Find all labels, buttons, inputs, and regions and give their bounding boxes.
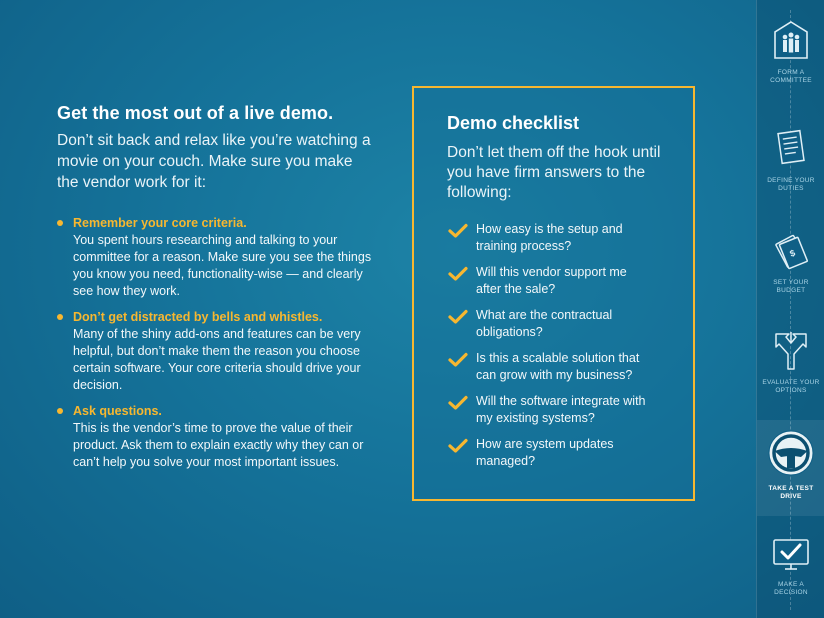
tip-title: Ask questions. [73,404,162,418]
sidebar-step-label: EVALUATE YOUR OPTIONS [762,379,820,394]
bullet-icon [57,220,63,226]
checkmark-icon [448,309,468,325]
fork-arrows-icon [771,330,811,370]
checklist-question: Will this vendor support me after the sale? [476,265,627,296]
checklist-question: Is this a scalable solution that can grow with my business? [476,351,640,382]
checklist-items [447,221,673,470]
checklist-question: What are the contractual obligations? [476,308,613,339]
tip-title: Don’t get distracted by bells and whistles. [73,310,323,324]
tip-item [57,403,372,471]
bullet-icon [57,314,63,320]
sidebar-connector [790,10,791,610]
checklist-item [447,221,673,255]
committee-icon [771,20,811,60]
sidebar-step-set-budget[interactable] [757,230,824,294]
section-title: Get the most out of a live demo. [57,103,334,123]
tip-body: You spent hours researching and talking to your committee for a reason. Make sure you see the things you know you need, functionality-wise — and clearly see how they work. [73,233,372,298]
sidebar-step-form-committee[interactable] [757,20,824,84]
section-intro: Don’t sit back and relax like you’re watching a movie on your couch. Make sure you make the vendor work for it: [57,132,371,191]
checklist-intro: Don’t let them off the hook until you have firm answers to the following: [447,144,661,201]
tip-body: Many of the shiny add-ons and features can be very helpful, but don’t make them the reason you choose certain software. Your core criteria should drive your decision. [73,327,361,392]
tip-item [57,215,372,300]
sidebar-step-test-drive[interactable] [757,420,824,516]
demo-checklist-box [412,86,695,501]
checkmark-icon [448,223,468,239]
sidebar-step-label: SET YOUR BUDGET [773,279,809,294]
sidebar-step-define-duties[interactable] [757,128,824,192]
tips-list [57,215,372,471]
sidebar-step-evaluate-options[interactable] [757,330,824,394]
tip-body: This is the vendor’s time to prove the value of their product. Ask them to explain exactly why they can or can’t help you solve your most important issues. [73,421,364,469]
sidebar-step-make-decision[interactable] [757,538,824,596]
svg-text:$: $ [788,247,797,259]
tip-title: Remember your core criteria. [73,216,247,230]
checkmark-icon [448,395,468,411]
money-icon [771,230,811,270]
monitor-check-icon [771,538,811,572]
process-sidebar [756,0,824,618]
checklist-item [447,350,673,384]
sidebar-step-label: DEFINE YOUR DUTIES [767,177,815,192]
checkmark-icon [448,438,468,454]
tip-item [57,309,372,394]
checklist-question: How are system updates managed? [476,437,614,468]
checklist-question: How easy is the setup and training process? [476,222,623,253]
sidebar-step-label: FORM A COMMITTEE [770,69,812,84]
checklist-item [447,436,673,470]
checkmark-icon [448,266,468,282]
checklist-item [447,264,673,298]
sidebar-step-label: MAKE A DECISION [774,581,808,596]
checklist-item [447,307,673,341]
bullet-icon [57,408,63,414]
checklist-title: Demo checklist [447,113,580,133]
checklist-item [447,393,673,427]
sidebar-step-label: TAKE A TEST DRIVE [768,485,814,500]
checkmark-icon [448,352,468,368]
demo-tips-section [57,103,372,480]
checklist-icon [771,128,811,168]
steering-wheel-icon [768,430,814,476]
checklist-question: Will the software integrate with my existing systems? [476,394,646,425]
